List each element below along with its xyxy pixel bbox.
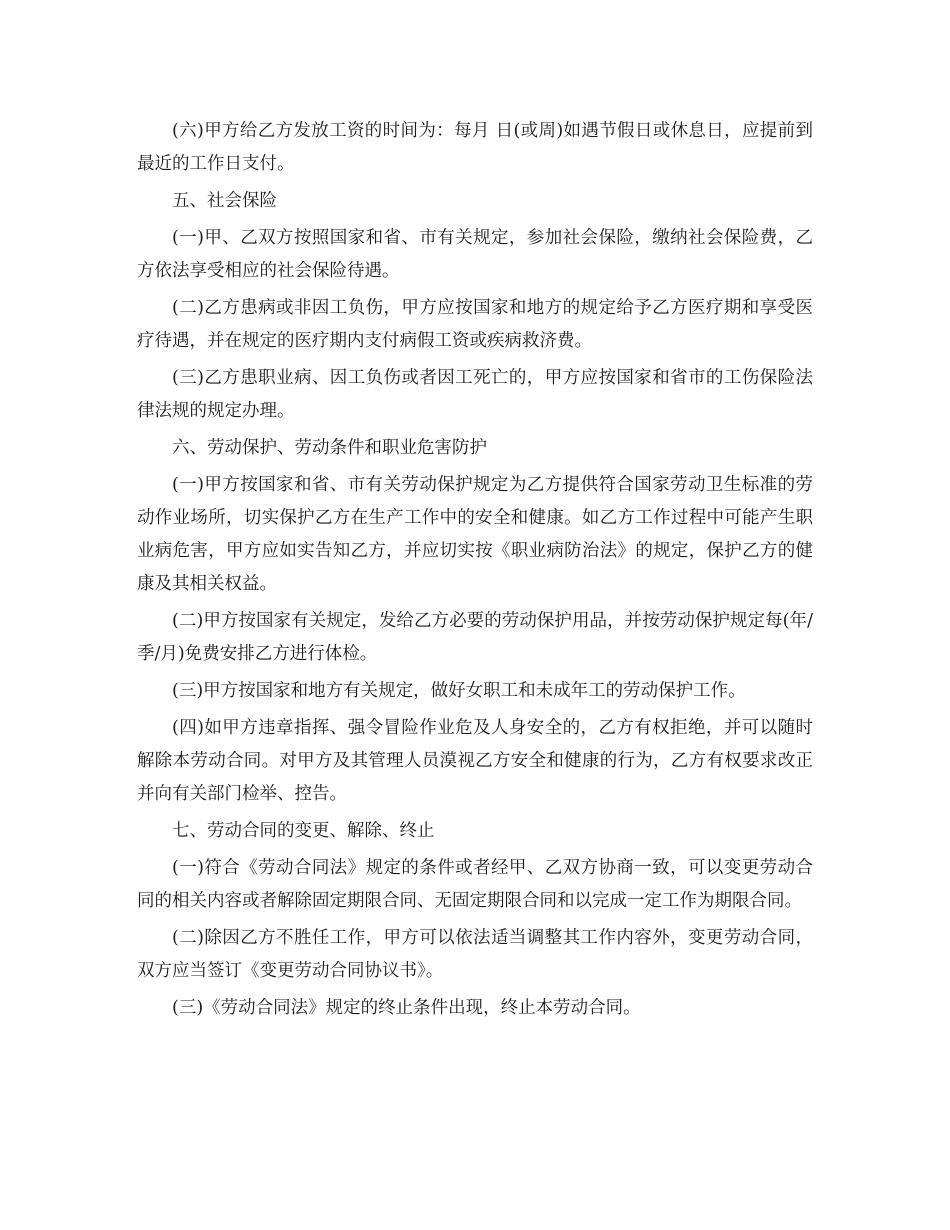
paragraph-labor-protection-1: (一)甲方按国家和省、市有关劳动保护规定为乙方提供符合国家劳动卫生标准的劳动作业场所，切实保护乙方在生产工作中的安全和健康。如乙方工作过程中可能产生职业病危害，甲方应如实告知乙方，并应切实按《职业病防治法》的规定，保护乙方的健康及其相关权益。 [137, 475, 813, 594]
paragraph-contract-change-2: (二)除因乙方不胜任工作，甲方可以依法适当调整其工作内容外，变更劳动合同，双方应当签订《变更劳动合同协议书》。 [137, 928, 813, 981]
document-body [137, 115, 813, 1029]
paragraph-labor-protection-3: (三)甲方按国家和地方有关规定，做好女职工和未成年工的劳动保护工作。 [172, 681, 746, 701]
section-heading-labor-protection: 六、劳动保护、劳动条件和职业危害防护 [172, 438, 487, 458]
paragraph-wage-payment-time: (六)甲方给乙方发放工资的时间为：每月 日(或周)如遇节假日或休息日，应提前到最近的工作日支付。 [137, 121, 813, 174]
paragraph-social-insurance-2: (二)乙方患病或非因工负伤，甲方应按国家和地方的规定给予乙方医疗期和享受医疗待遇，并在规定的医疗期内支付病假工资或疾病救济费。 [137, 298, 813, 351]
paragraph-social-insurance-1: (一)甲、乙双方按照国家和省、市有关规定，参加社会保险，缴纳社会保险费，乙方依法享受相应的社会保险待遇。 [137, 228, 813, 281]
section-heading-social-insurance: 五、社会保险 [172, 191, 277, 211]
paragraph-contract-change-3: (三)《劳动合同法》规定的终止条件出现，终止本劳动合同。 [172, 998, 641, 1018]
paragraph-labor-protection-2: (二)甲方按国家有关规定，发给乙方必要的劳动保护用品，并按劳动保护规定每(年/季/月)免费安排乙方进行体检。 [137, 611, 813, 664]
paragraph-social-insurance-3: (三)乙方患职业病、因工负伤或者因工死亡的，甲方应按国家和省市的工伤保险法律法规的规定办理。 [137, 368, 813, 421]
section-heading-contract-change: 七、劳动合同的变更、解除、终止 [172, 821, 435, 841]
paragraph-contract-change-1: (一)符合《劳动合同法》规定的条件或者经甲、乙双方协商一致，可以变更劳动合同的相关内容或者解除固定期限合同、无固定期限合同和以完成一定工作为期限合同。 [137, 858, 813, 911]
paragraph-labor-protection-4: (四)如甲方违章指挥、强令冒险作业危及人身安全的，乙方有权拒绝，并可以随时解除本劳动合同。对甲方及其管理人员漠视乙方安全和健康的行为，乙方有权要求改正并向有关部门检举、控告。 [137, 718, 813, 804]
